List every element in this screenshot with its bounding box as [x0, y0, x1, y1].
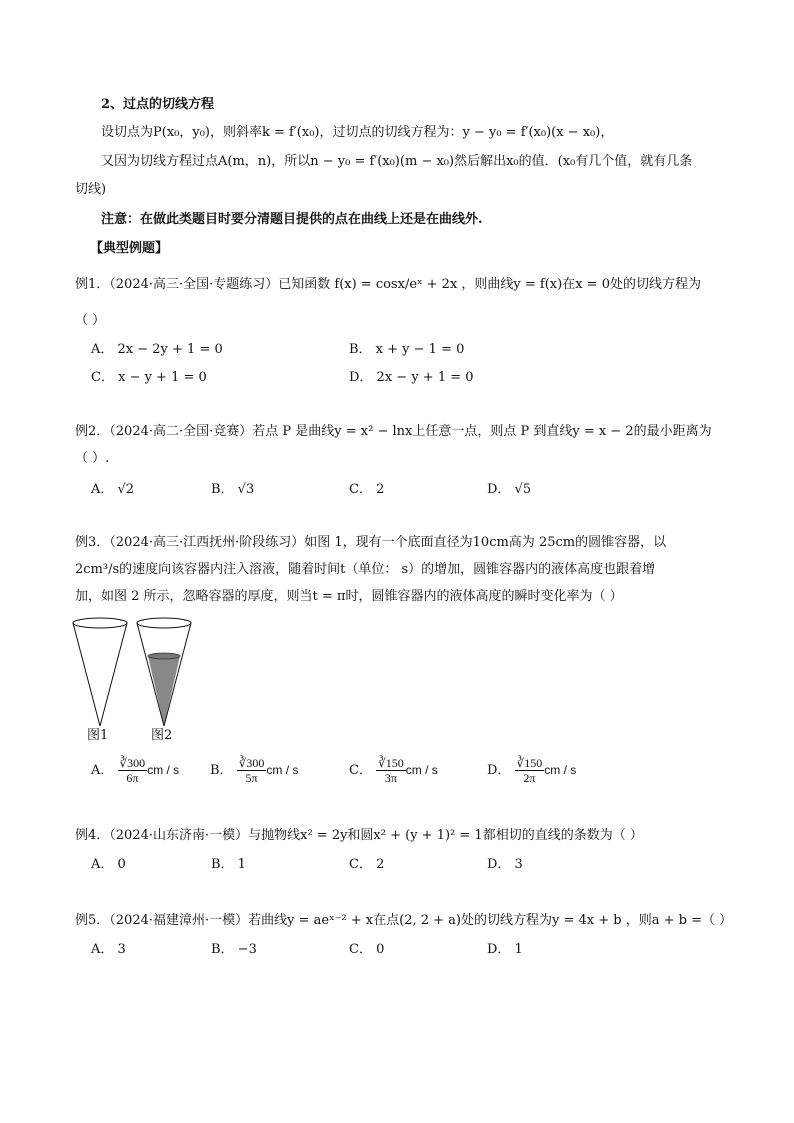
example-5-option-d: D． 1	[487, 942, 523, 957]
examples-title: 【典型例题】	[90, 241, 169, 256]
example-1-option-a: A． 2x − 2y + 1 = 0	[91, 342, 223, 357]
example-4-option-b: B． 1	[211, 857, 246, 872]
example-3-option-c	[349, 756, 438, 785]
option-d-fraction: $\frac{∛150}{2\pi}$	[516, 756, 543, 785]
example-5-option-c: C． 0	[349, 942, 385, 957]
option-a-fraction: $\frac{∛300}{6\pi}$	[119, 756, 146, 785]
example-4-option-c: C． 2	[349, 857, 385, 872]
option-c-label: C．	[349, 763, 372, 778]
example-2-option-a: A． √2	[91, 482, 135, 497]
section-heading: 2、过点的切线方程	[101, 97, 215, 112]
example-2-option-d: D． √5	[487, 482, 532, 497]
cone-figures	[68, 614, 228, 730]
example-4-stem: 例4．（2024·山东济南·一模）与抛物线x² = 2y和圆x² + (y + 1)² = 1都相切的直线的条数为（ ）	[75, 828, 643, 843]
example-4-option-d: D． 3	[487, 857, 523, 872]
example-5-stem: 例5．（2024·福建漳州·一模）若曲线y = aeˣ⁻² + x在点(2, 2 + a)处的切线方程为y = 4x + b ，则a + b =（ ）	[75, 913, 733, 928]
example-1-paren: （ ）	[75, 313, 106, 328]
example-5-option-b: B． −3	[211, 942, 257, 957]
example-3-option-d	[487, 756, 576, 785]
option-d-unit: cm / s	[544, 763, 577, 777]
example-2-option-b: B． √3	[211, 482, 255, 497]
figure-2-caption: 图2	[151, 728, 173, 743]
option-d-label: D．	[487, 763, 511, 778]
option-b-fraction: $\frac{∛300}{5\pi}$	[238, 756, 265, 785]
paragraph-2: 又因为切线方程过点A(m，n)，所以n − y₀ = f′(x₀)(m − x₀)然后解出x₀的值．(x₀有几个值，就有几条	[101, 154, 693, 169]
figure-1-caption: 图1	[87, 728, 109, 743]
option-a-unit: cm / s	[147, 763, 180, 777]
example-3-stem-line-1: 例3．（2024·高三·江西抚州·阶段练习）如图 1，现有一个底面直径为10cm高为 25cm的圆锥容器，以	[75, 535, 667, 550]
option-b-unit: cm / s	[266, 763, 299, 777]
paragraph-3: 切线)	[75, 182, 107, 197]
example-1-option-b: B． x + y − 1 = 0	[349, 342, 465, 357]
example-2-stem: 例2．（2024·高二·全国·竞赛）若点 P 是曲线y = x² − lnx上任意一点，则点 P 到直线y = x − 2的最小距离为	[75, 424, 712, 439]
example-2-paren: （ ）.	[75, 451, 110, 466]
example-5-option-a: A． 3	[91, 942, 126, 957]
note: 注意：在做此类题目时要分清题目提供的点在曲线上还是在曲线外.	[101, 212, 483, 227]
option-c-fraction: $\frac{∛150}{3\pi}$	[378, 756, 404, 785]
example-3-stem-line-3: 加，如图 2 所示，忽略容器的厚度，则当t = π时，圆锥容器内的液体高度的瞬时变化率为（ ）	[75, 589, 623, 604]
example-1-option-c: C． x − y + 1 = 0	[91, 370, 207, 385]
cone-figure-1	[73, 618, 127, 726]
example-3-option-a	[91, 756, 179, 785]
example-4-option-a: A． 0	[91, 857, 126, 872]
option-c-unit: cm / s	[405, 763, 438, 777]
cone-figure-2	[137, 618, 191, 726]
example-1-stem: 例1．（2024·高三·全国·专题练习）已知函数 f(x) = cosx/eˣ + 2x ，则曲线y = f(x)在x = 0处的切线方程为	[75, 277, 701, 292]
example-2-option-c: C． 2	[349, 482, 385, 497]
option-b-label: B．	[210, 763, 233, 778]
example-3-option-b	[210, 756, 298, 785]
option-a-label: A．	[91, 763, 114, 778]
example-3-stem-line-2: 2cm³/s的速度向该容器内注入溶液，随着时间t（单位： s）的增加，圆锥容器内的液体高度也跟着增	[75, 562, 656, 577]
paragraph-1: 设切点为P(x₀，y₀)，则斜率k = f′(x₀)，过切点的切线方程为：y − y₀ = f′(x₀)(x − x₀)，	[101, 125, 614, 140]
example-1-option-d: D． 2x − y + 1 = 0	[349, 370, 474, 385]
